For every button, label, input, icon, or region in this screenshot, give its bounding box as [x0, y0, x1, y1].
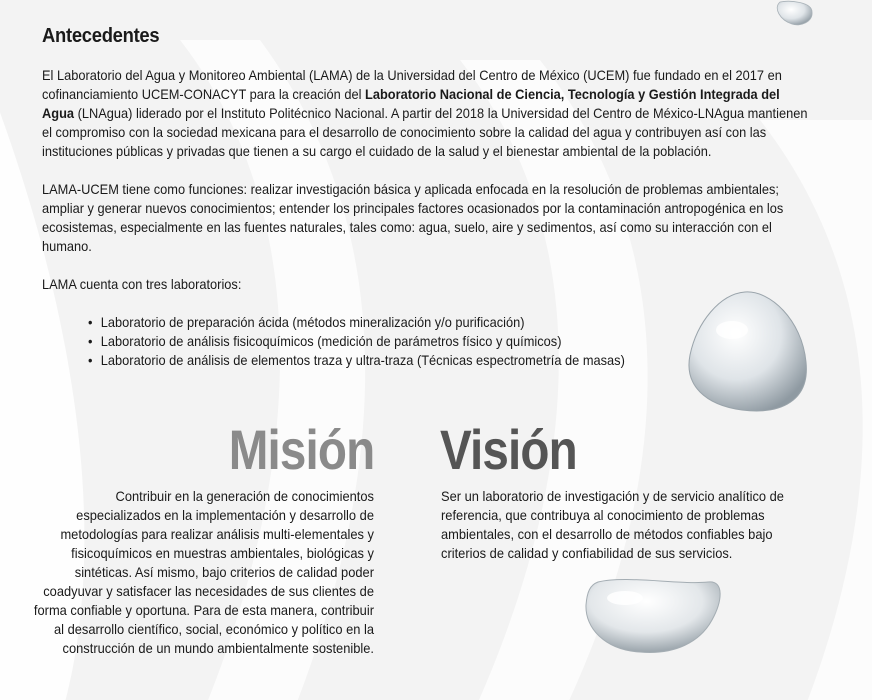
p1-text-start: El Laboratorio del Agua y Monitoreo Ambiental (LAMA) de la Universidad del Centro de México (UCEM) fue fundado en el 2017 en cofinanciamiento UCEM-CONACYT para la creación del: [42, 67, 782, 102]
vision-title: Visión: [440, 418, 577, 481]
antecedentes-heading: Antecedentes: [42, 25, 160, 47]
vision-text: Ser un laboratorio de investigación y de servicio analítico de referencia, que contribuya al conocimiento de problemas ambientales, con el desarrollo de métodos confiables bajo criterios de calidad y confiabilidad de sus servicios.: [441, 488, 784, 561]
antecedentes-paragraph-2: LAMA-UCEM tiene como funciones: realizar investigación básica y aplicada enfocada en la resolución de problemas ambientales; ampliar y generar nuevos conocimientos; entender los principales factores ocasionados por la contaminación antropogénica en los ecosistemas, especialmente en las fuentes naturales, tales como: agua, suelo, aire y sedimentos, así como su interacción con el humano.: [42, 181, 784, 254]
list-item: • Laboratorio de análisis de elementos traza y ultra-traza (Técnicas espectrometría de masas): [88, 351, 692, 370]
list-item: • Laboratorio de análisis fisicoquímicos (medición de parámetros físico y químicos): [88, 332, 692, 351]
mision-text: Contribuir en la generación de conocimientos especializados en la implementación y desarrollo de metodologías para realizar análisis multi-elementales y fisicoquímicos en muestras ambientales, biológicas y sintéticas. Así mismo, bajo criterios de calidad poder coadyuvar y satisfacer las necesidades de sus clientes de forma confiable y oportuna. Para de esta manera, contribuir al desarrollo científico, social, económico y político en la construcción de un mundo ambientalmente sostenible.: [33, 488, 375, 656]
labs-list: [88, 313, 692, 370]
antecedentes-paragraph-3: LAMA cuenta con tres laboratorios:: [42, 276, 242, 292]
p1-text-end: (LNAgua) liderado por el Instituto Politécnico Nacional. A partir del 2018 la Universidad del Centro de México-LNAgua mantienen el compromiso con la sociedad mexicana para el desarrollo de conocimiento sobre la calidad del agua y contribuyen así con las instituciones públicas y privadas que tienen a su cargo el cuidado de la salud y el bienestar ambiental de la población.: [42, 105, 808, 159]
p1-bold-lab-name: Laboratorio Nacional de Ciencia, Tecnología y Gestión Integrada del Agua: [42, 86, 780, 121]
antecedentes-paragraph-1: [42, 66, 811, 161]
mision-title: Misión: [228, 418, 374, 481]
list-item: • Laboratorio de preparación ácida (métodos mineralización y/o purificación): [88, 313, 692, 332]
